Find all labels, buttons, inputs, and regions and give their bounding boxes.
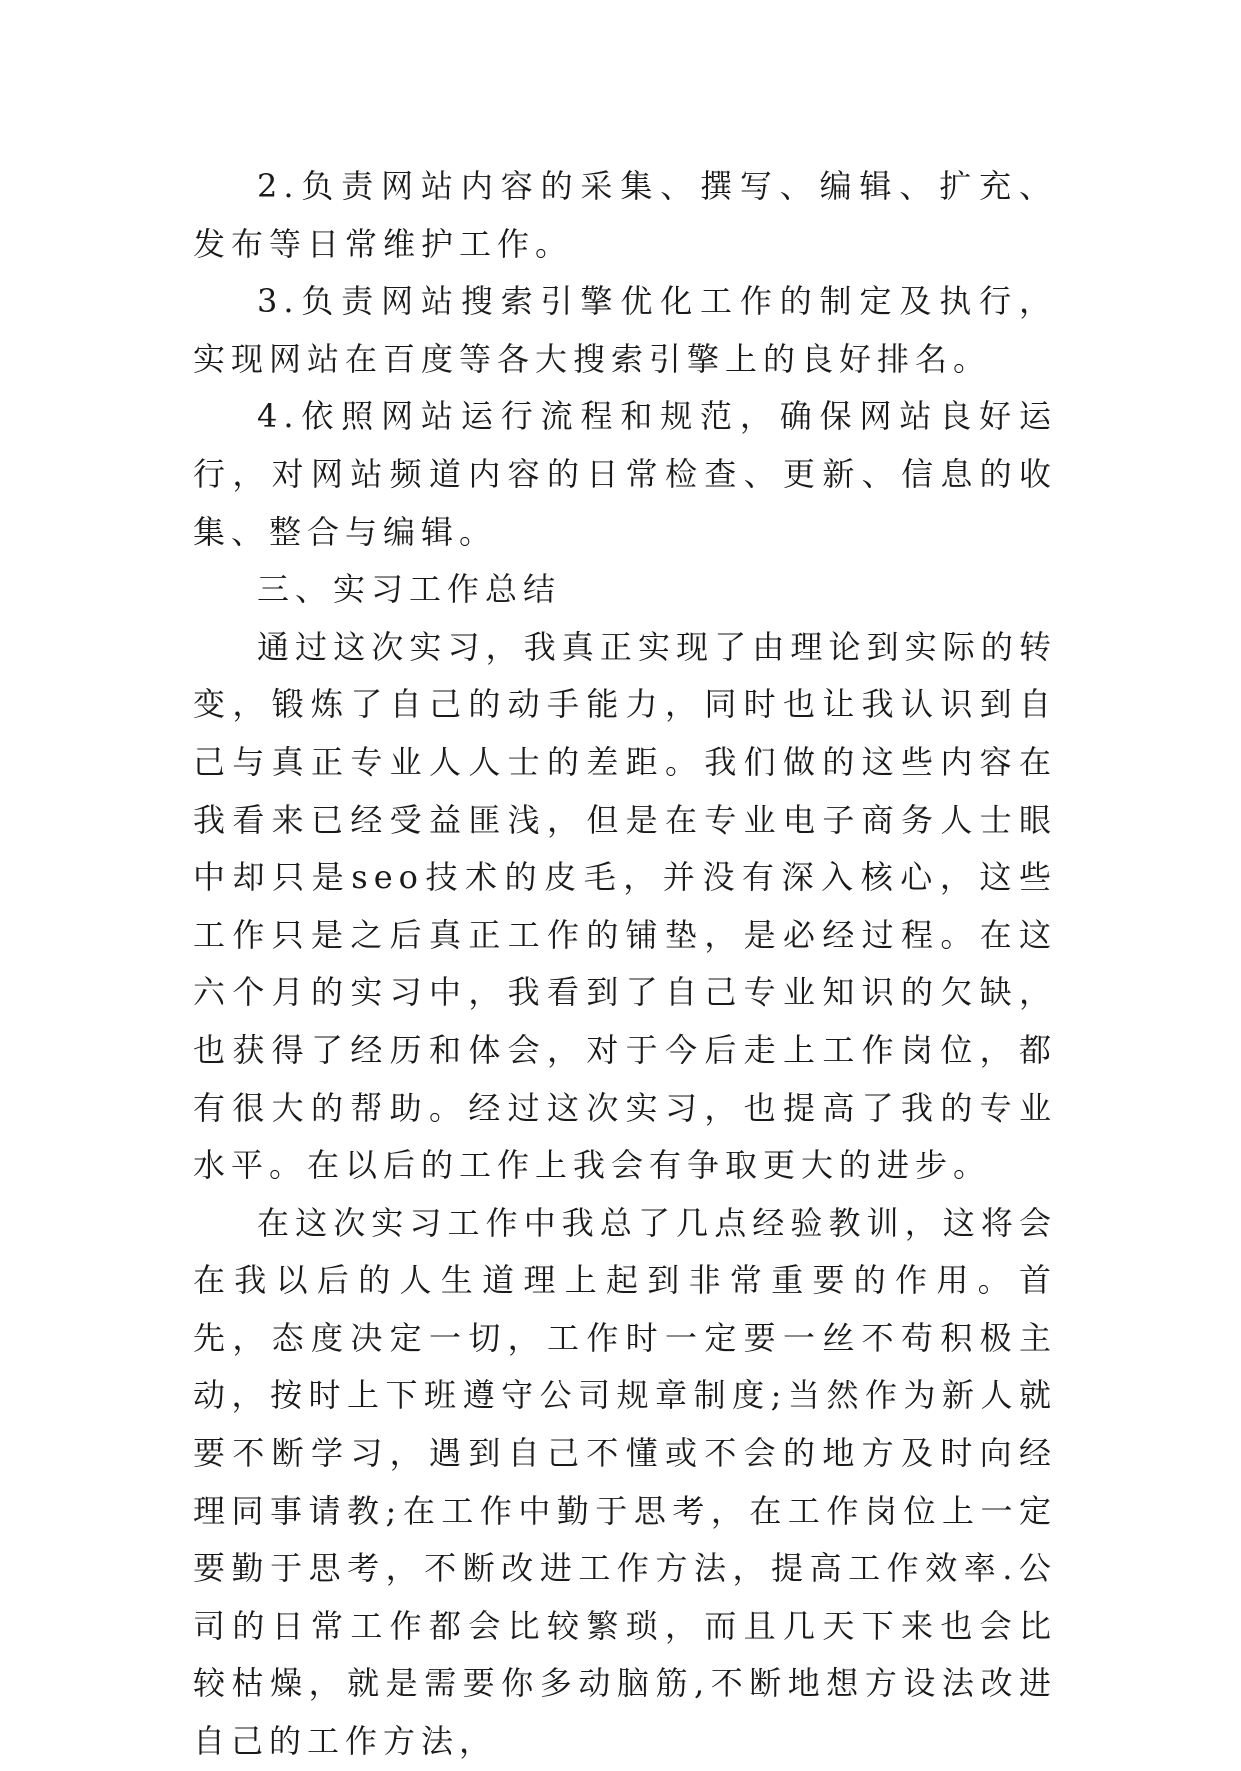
duty-item-4: 4.依照网站运行流程和规范，确保网站良好运行，对网站频道内容的日常检查、更新、信息的收集、整合与编辑。 xyxy=(193,397,1057,551)
summary-paragraph-2: 在这次实习工作中我总了几点经验教训，这将会在我以后的人生道理上起到非常重要的作用。首先，态度决定一切，工作时一定要一丝不苟积极主动，按时上下班遵守公司规章制度;当然作为新人就要不断学习，遇到自己不懂或不会的地方及时向经理同事请教;在工作中勤于思考，在工作岗位上一定要勤于思考，不断改进工作方法，提高工作效率.公司的日常工作都会比较繁琐，而且几天下来也会比较枯燥，就是需要你多动脑筋,不断地想方设法改进自己的工作方法， xyxy=(193,1203,1057,1761)
duty-item-3: 3.负责网站搜索引擎优化工作的制定及执行，实现网站在百度等各大搜索引擎上的良好排名。 xyxy=(193,282,1057,378)
section-heading: 三、实习工作总结 xyxy=(257,570,562,609)
summary-paragraph-1: 通过这次实习，我真正实现了由理论到实际的转变，锻炼了自己的动手能力，同时也让我认识到自己与真正专业人人士的差距。我们做的这些内容在我看来已经受益匪浅，但是在专业电子商务人士眼中却只是seo技术的皮毛，并没有深入核心，这些工作只是之后真正工作的铺垫，是必经过程。在这六个月的实习中，我看到了自己专业知识的欠缺，也获得了经历和体会，对于今后走上工作岗位，都有很大的帮助。经过这次实习，也提高了我的专业水平。在以后的工作上我会有争取更大的进步。 xyxy=(193,627,1057,1185)
duty-item-2: 2.负责网站内容的采集、撰写、编辑、扩充、发布等日常维护工作。 xyxy=(193,167,1057,263)
document-body xyxy=(193,158,1057,1771)
